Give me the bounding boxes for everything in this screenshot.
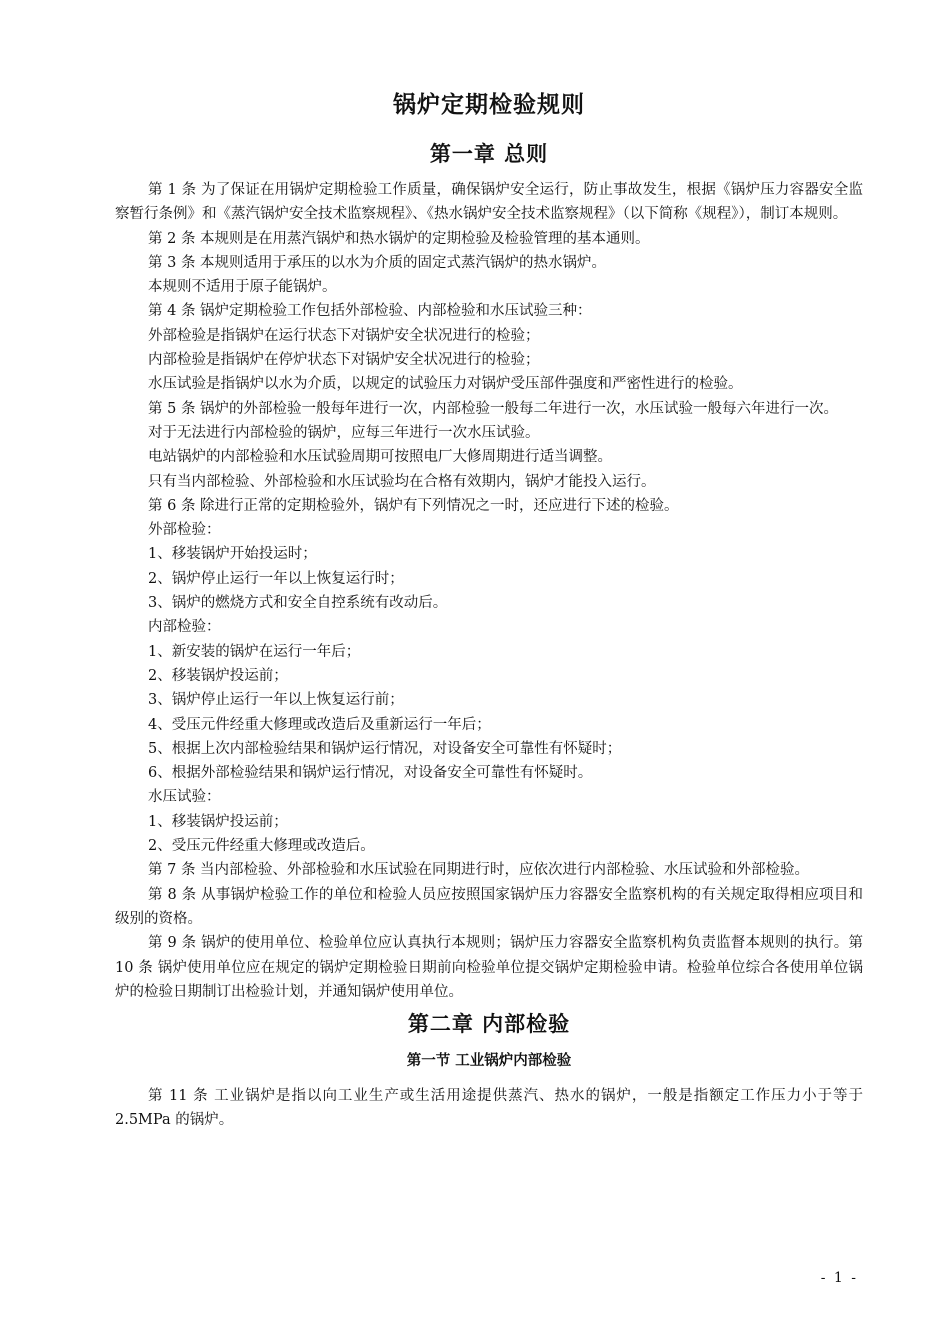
paragraph: 内部检验是指锅炉在停炉状态下对锅炉安全状况进行的检验； [148, 352, 540, 369]
list-item: 2、移装锅炉投运前； [148, 667, 288, 684]
paragraph: 第 7 条 当内部检验、外部检验和水压试验在同期进行时，应依次进行内部检验、水压试验和外部检验。 [148, 862, 810, 879]
chapter-1-title: 第一章 总则 [429, 141, 549, 166]
paragraph: 第 5 条 锅炉的外部检验一般每年进行一次，内部检验一般每二年进行一次，水压试验一般每六年进行一次。 [148, 400, 839, 417]
paragraph: 电站锅炉的内部检验和水压试验周期可按照电厂大修周期进行适当调整。 [148, 449, 612, 466]
chapter-2-body [115, 1084, 863, 1133]
page-number: - 1 - [820, 1270, 858, 1286]
document-page [115, 88, 863, 1133]
paragraph: 第 8 条 从事锅炉检验工作的单位和检验人员应按照国家锅炉压力容器安全监察机构的有关规定取得相应项目和级别的资格。 [115, 886, 863, 927]
paragraph: 第 2 条 本规则是在用蒸汽锅炉和热水锅炉的定期检验及检验管理的基本通则。 [148, 230, 650, 247]
list-item: 3、锅炉的燃烧方式和安全自控系统有改动后。 [148, 595, 448, 612]
list-item: 5、根据上次内部检验结果和锅炉运行情况，对设备安全可靠性有怀疑时； [148, 740, 622, 757]
list-item: 1、移装锅炉开始投运时； [148, 546, 317, 563]
paragraph: 只有当内部检验、外部检验和水压试验均在合格有效期内，锅炉才能投入运行。 [148, 473, 656, 490]
list-item: 1、移装锅炉投运前； [148, 813, 288, 830]
list-item: 6、根据外部检验结果和锅炉运行情况，对设备安全可靠性有怀疑时。 [148, 765, 593, 782]
paragraph: 第 1 条 为了保证在用锅炉定期检验工作质量，确保锅炉安全运行，防止事故发生，根据《锅炉压力容器安全监察暂行条例》和《蒸汽锅炉安全技术监察规程》、《热水锅炉安全技术监察规程》（以下简称《规程》），制订本规则。 [115, 182, 863, 223]
list-heading: 内部检验： [148, 619, 221, 636]
paragraph: 外部检验是指锅炉在运行状态下对锅炉安全状况进行的检验； [148, 327, 540, 344]
paragraph: 水压试验是指锅炉以水为介质，以规定的试验压力对锅炉受压部件强度和严密性进行的检验。 [148, 376, 743, 393]
paragraph: 第 6 条 除进行正常的定期检验外，锅炉有下列情况之一时，还应进行下述的检验。 [148, 497, 679, 514]
chapter-1-body [115, 178, 863, 1004]
paragraph: 第 9 条 锅炉的使用单位、检验单位应认真执行本规则；锅炉压力容器安全监察机构负责监督本规则的执行。第 10 条 锅炉使用单位应在规定的锅炉定期检验日期前向检验单位提交锅炉定期检验申请。检验单位综合各使用单位锅炉的检验日期制订出检验计划，并通知锅炉使用单位。 [115, 935, 863, 1000]
list-item: 3、锅炉停止运行一年以上恢复运行前； [148, 692, 404, 709]
section-title: 第一节 工业锅炉内部检验 [406, 1052, 572, 1070]
paragraph: 第 3 条 本规则适用于承压的以水为介质的固定式蒸汽锅炉的热水锅炉。 [148, 254, 607, 271]
document-title: 锅炉定期检验规则 [393, 91, 585, 118]
chapter-2-title: 第二章 内部检验 [407, 1011, 571, 1037]
list-item: 2、受压元件经重大修理或改造后。 [148, 838, 375, 855]
list-heading: 水压试验： [148, 789, 221, 806]
list-heading: 外部检验： [148, 522, 221, 539]
list-item: 1、新安装的锅炉在运行一年后； [148, 643, 361, 660]
paragraph: 本规则不适用于原子能锅炉。 [148, 279, 337, 296]
list-item: 2、锅炉停止运行一年以上恢复运行时； [148, 570, 404, 587]
paragraph: 对于无法进行内部检验的锅炉，应每三年进行一次水压试验。 [148, 424, 540, 441]
paragraph: 第 4 条 锅炉定期检验工作包括外部检验、内部检验和水压试验三种： [148, 303, 592, 320]
list-item: 4、受压元件经重大修理或改造后及重新运行一年后； [148, 716, 491, 733]
paragraph: 第 11 条 工业锅炉是指以向工业生产或生活用途提供蒸汽、热水的锅炉，一般是指额定工作压力小于等于 2.5MPa 的锅炉。 [115, 1088, 863, 1129]
